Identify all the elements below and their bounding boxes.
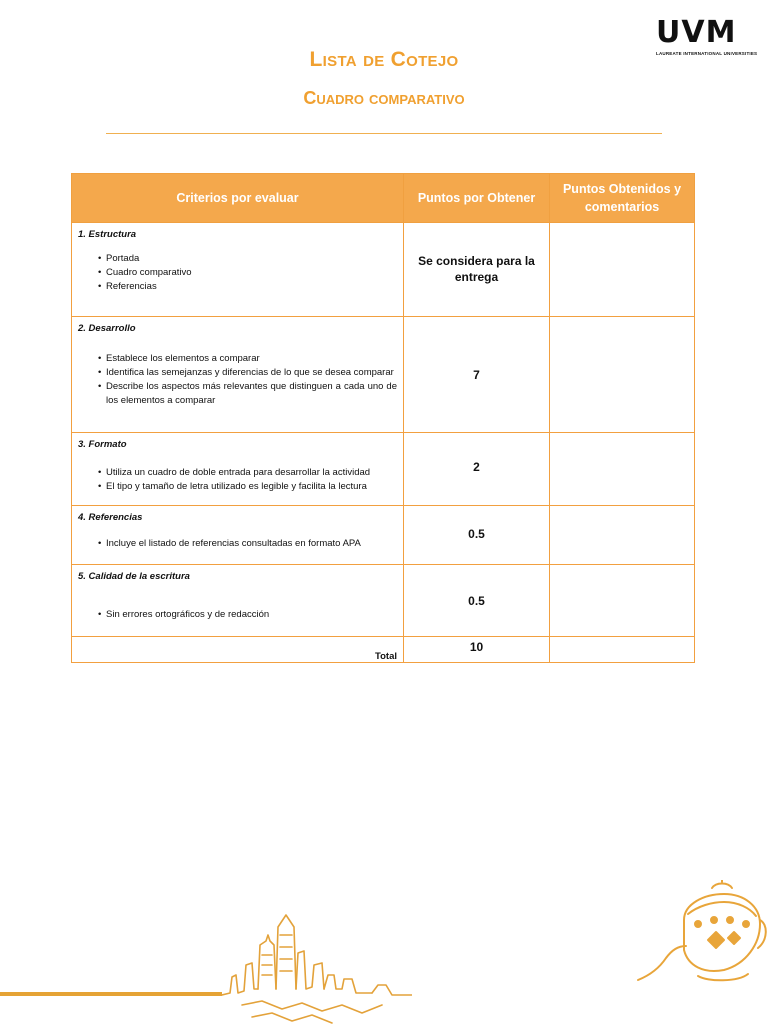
criterion-title: 3. Formato [78,439,127,450]
criterion-cell [72,506,404,565]
logo-subtext: LAUREATE INTERNATIONAL UNIVERSITIES [656,51,758,56]
criterion-cell [72,223,404,317]
criterion-title: 1. Estructura [78,229,137,240]
criterion-title: 4. Referencias [78,512,143,523]
footer-line [0,992,222,996]
total-label: Total [72,637,404,663]
criterion-cell [72,565,404,637]
list-item: • Establece los elementos a comparar [106,352,397,366]
list-item: • Identifica las semejanzas y diferencias de lo que se desea comparar [106,366,397,380]
table-row [72,317,695,433]
table-row [72,433,695,506]
divider [106,133,662,134]
criterion-cell [72,433,404,506]
list-item: • Referencias [106,280,397,294]
points-cell: 2 [404,433,550,506]
total-value: 10 [404,637,550,663]
obtained-cell[interactable] [550,223,695,317]
criterion-items [78,252,397,294]
city-skyline-icon [222,905,412,1024]
obtained-cell[interactable] [550,506,695,565]
points-cell: 7 [404,317,550,433]
teapot-icon [628,880,768,990]
obtained-cell[interactable] [550,565,695,637]
points-cell: 0.5 [404,506,550,565]
list-item: • Portada [106,252,397,266]
header-criteria: Criterios por evaluar [72,174,404,223]
page-subtitle: Cuadro comparativo [303,88,465,108]
header-points-to-obtain: Puntos por Obtener [404,174,550,223]
criterion-cell [72,317,404,433]
table-row [72,223,695,317]
criterion-items [78,466,397,494]
points-cell: Se considera para la entrega [404,223,550,317]
criterion-items [78,352,397,408]
total-obtained-cell[interactable] [550,637,695,663]
page-title: Lista de Cotejo [309,48,459,71]
list-item: • El tipo y tamaño de letra utilizado es legible y facilita la lectura [106,480,397,494]
points-cell: 0.5 [404,565,550,637]
checklist-table [71,173,695,663]
list-item: • Utiliza un cuadro de doble entrada para desarrollar la actividad [106,466,397,480]
criterion-items [78,608,397,622]
table-row [72,565,695,637]
list-item: • Cuadro comparativo [106,266,397,280]
list-item: • Describe los aspectos más relevantes que distinguen a cada uno de los elementos a comparar [106,380,397,408]
logo-text: UVM [656,15,737,50]
header-points-obtained: Puntos Obtenidos y comentarios [550,174,695,223]
obtained-cell[interactable] [550,317,695,433]
criterion-title: 5. Calidad de la escritura [78,571,190,582]
table-row [72,506,695,565]
criterion-title: 2. Desarrollo [78,323,136,334]
total-row [72,637,695,663]
obtained-cell[interactable] [550,433,695,506]
criterion-items [78,537,397,551]
list-item: • Incluye el listado de referencias consultadas en formato APA [106,537,397,551]
list-item: • Sin errores ortográficos y de redacción [106,608,397,622]
table-header-row [72,174,695,223]
